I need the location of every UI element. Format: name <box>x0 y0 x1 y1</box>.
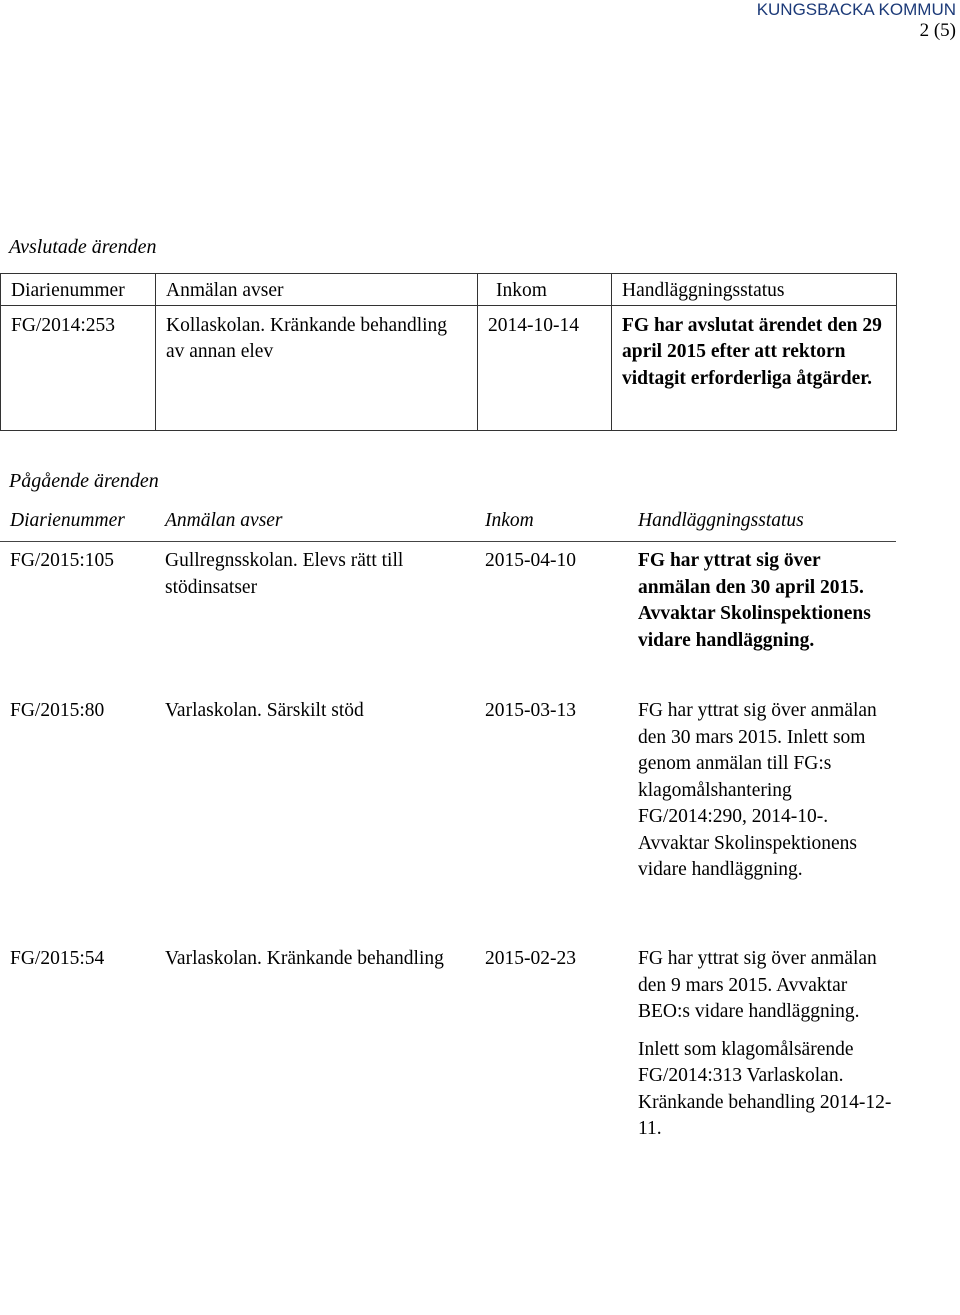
divider-line <box>0 541 896 542</box>
case-subject: Varlaskolan. Kränkande behandling <box>165 948 444 969</box>
ongoing-cases-title: Pågående ärenden <box>9 470 159 492</box>
case-status: FG har avslutat ärendet den 29 april 2015 efter att rektorn vidtagit erforderliga åtgärder. <box>612 305 897 430</box>
organization-name: KUNGSBACKA KOMMUN <box>756 0 956 19</box>
table-row <box>1 305 897 430</box>
case-received: 2014-10-14 <box>478 305 612 430</box>
closed-cases-table <box>0 273 897 431</box>
table-row <box>0 946 896 1143</box>
case-received: 2015-02-23 <box>485 948 576 969</box>
case-status: FG har yttrat sig över anmälan den 30 mars 2015. Inlett som genom anmälan till FG:s klagomålshantering FG/2014:290, 2014-10-. Avvaktar Skolinspektionens vidare handläggning. <box>638 700 877 880</box>
case-id: FG/2015:54 <box>10 948 105 969</box>
column-header: Anmälan avser <box>165 510 283 531</box>
table-header-row <box>1 274 897 306</box>
column-header: Handläggningsstatus <box>612 274 897 306</box>
case-subject: Gullregnsskolan. Elevs rätt till stödinsatser <box>165 550 404 598</box>
column-header: Diarienummer <box>1 274 156 306</box>
case-received: 2015-03-13 <box>485 700 576 721</box>
case-status-cell <box>628 946 896 1143</box>
page-number: 2 (5) <box>919 20 956 41</box>
case-received: 2015-04-10 <box>485 550 576 571</box>
case-status: FG har yttrat sig över anmälan den 9 mars 2015. Avvaktar BEO:s vidare handläggning. <box>638 948 877 1022</box>
table-row <box>0 698 896 946</box>
case-id: FG/2015:80 <box>10 700 105 721</box>
column-header: Anmälan avser <box>156 274 478 306</box>
case-id: FG/2015:105 <box>10 550 115 571</box>
closed-cases-title: Avslutade ärenden <box>9 236 157 258</box>
case-status: FG har yttrat sig över anmälan den 30 april 2015. Avvaktar Skolinspektionens vidare handläggning. <box>638 550 871 651</box>
case-status-note: Inlett som klagomålsärende FG/2014:313 Varlaskolan. Kränkande behandling 2014-12-11. <box>638 1038 892 1139</box>
case-subject: Kollaskolan. Kränkande behandling av annan elev <box>156 305 478 430</box>
column-header: Inkom <box>478 274 612 306</box>
table-header-row <box>0 508 896 541</box>
ongoing-cases-table <box>0 508 896 1143</box>
case-subject: Varlaskolan. Särskilt stöd <box>165 700 364 721</box>
column-header: Inkom <box>485 510 534 531</box>
case-id: FG/2014:253 <box>1 305 156 430</box>
column-header: Diarienummer <box>10 510 125 531</box>
column-header: Handläggningsstatus <box>638 510 804 531</box>
table-row <box>0 545 896 698</box>
